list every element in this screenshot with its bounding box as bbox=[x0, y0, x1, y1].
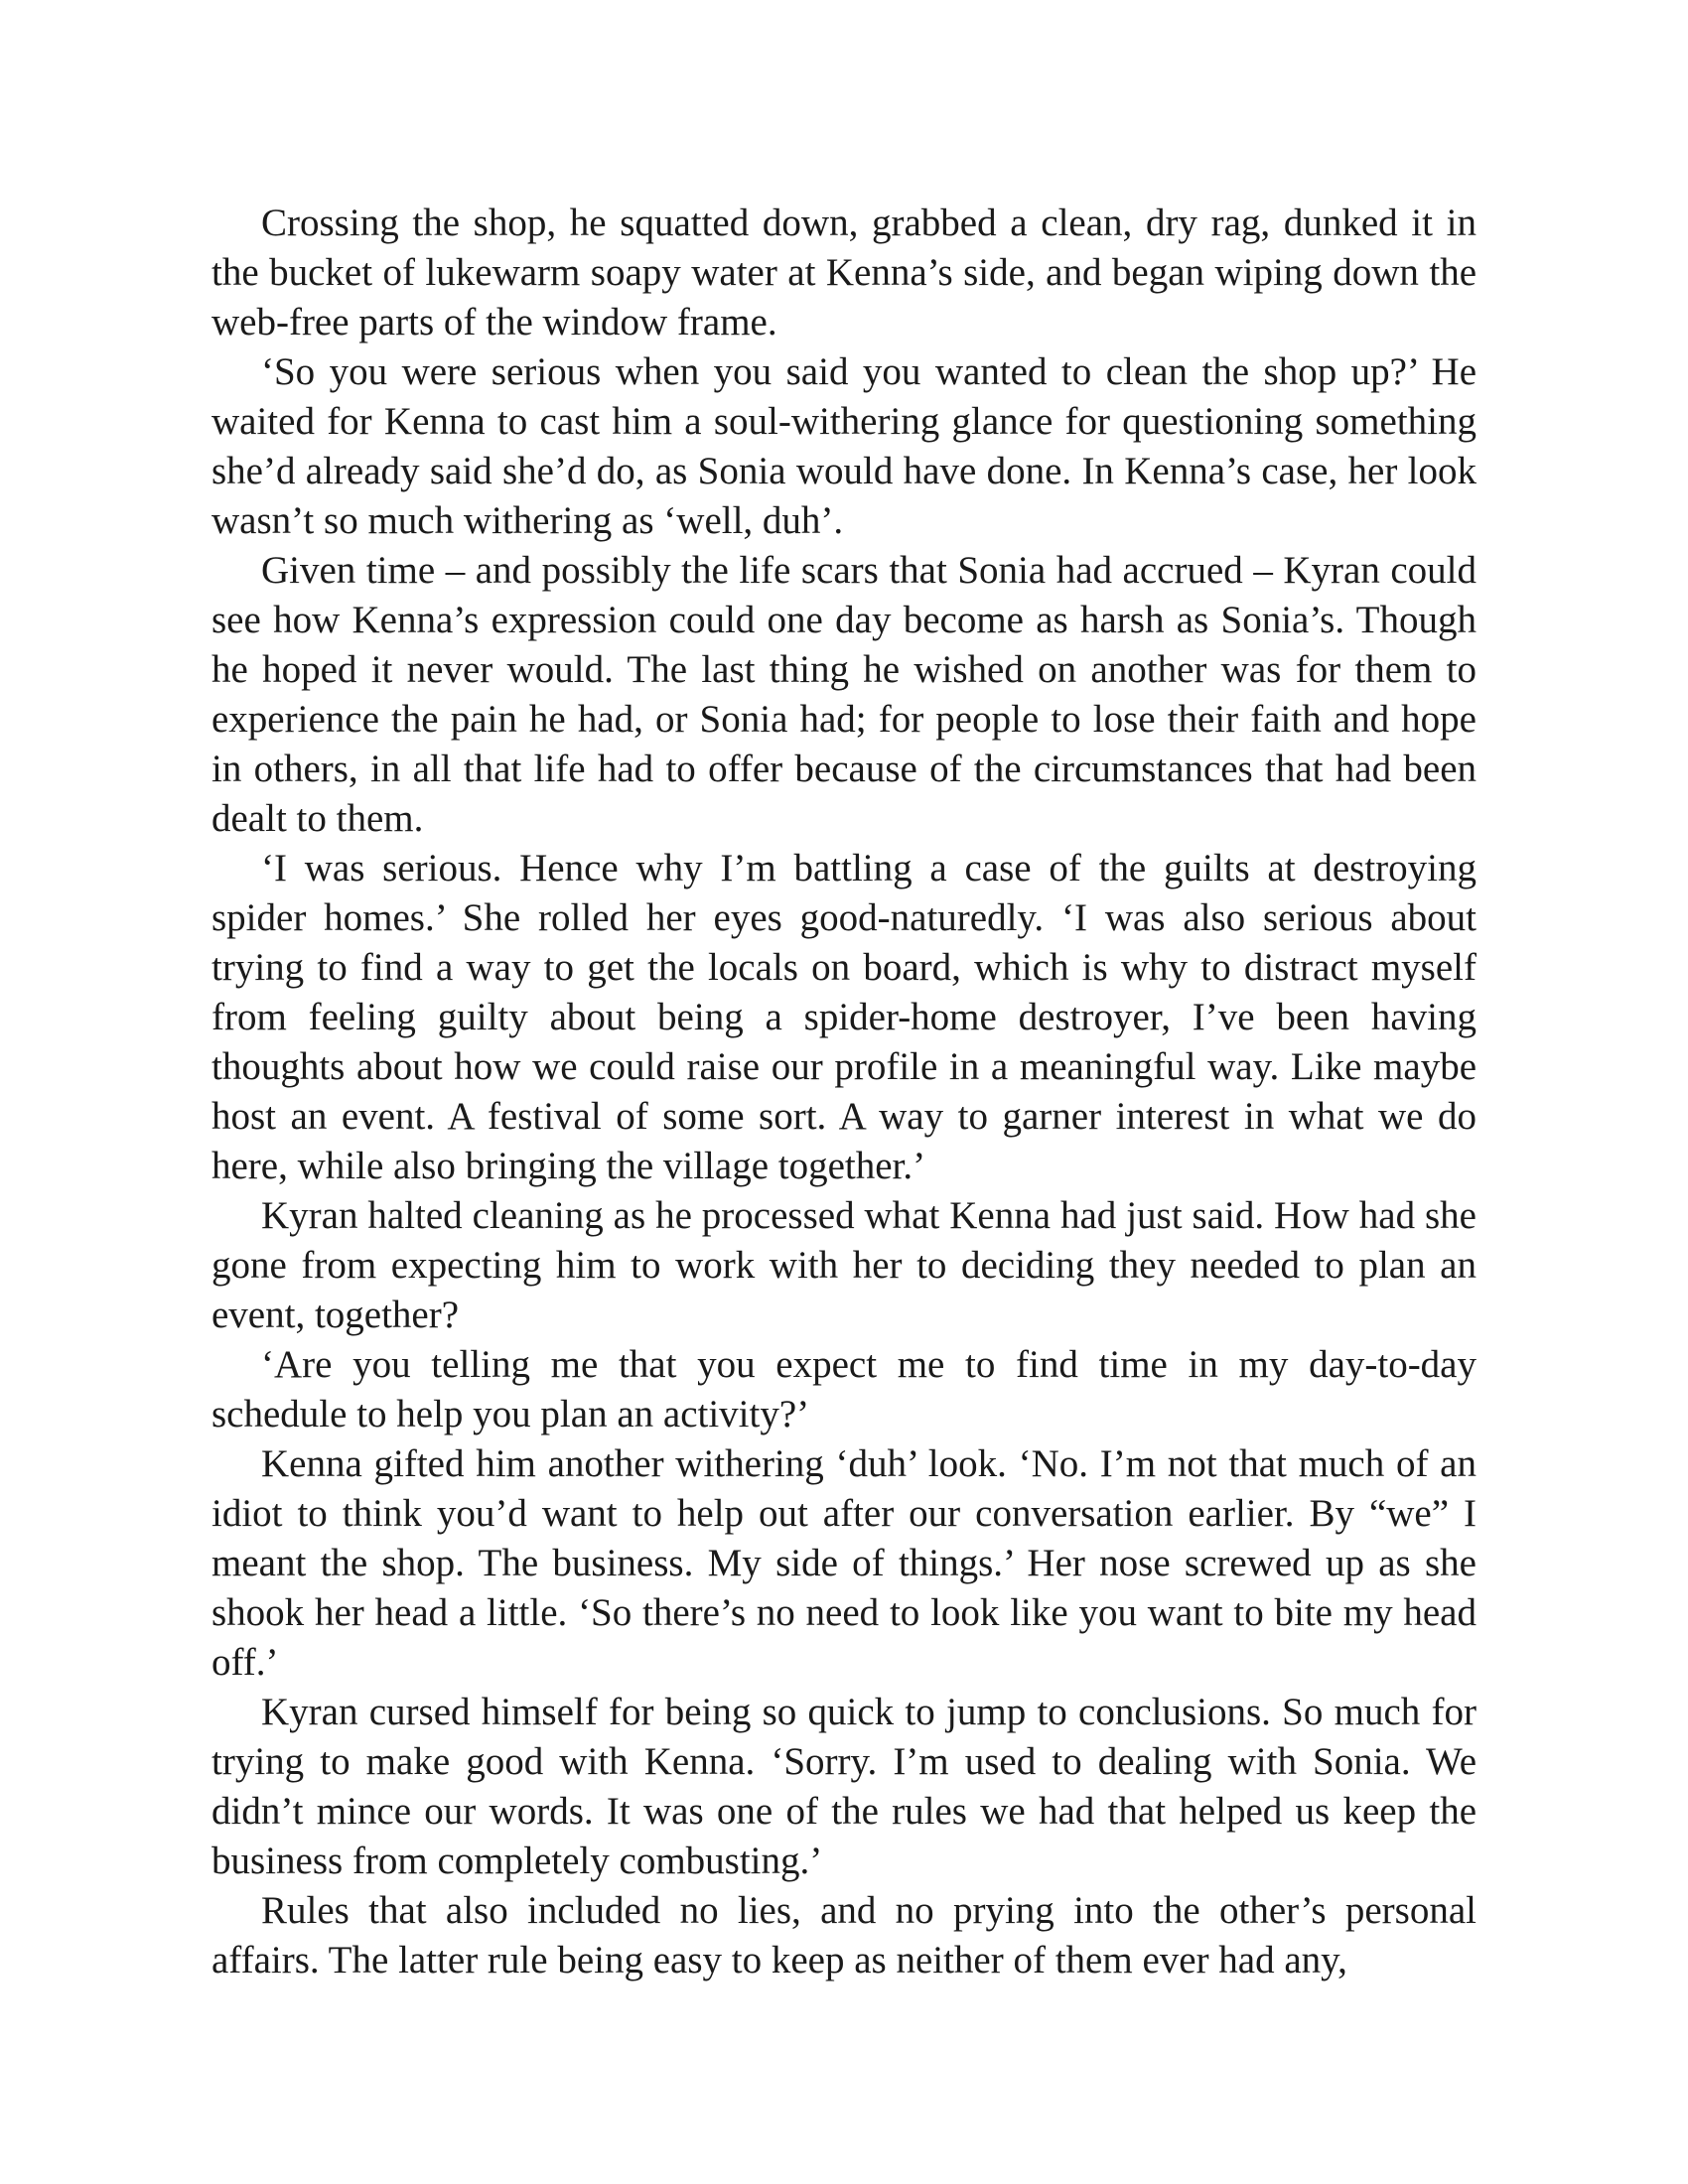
paragraph-4: ‘I was serious. Hence why I’m battling a case of the guilts at destroying spider homes.’ She rolled her eyes good-naturedly. ‘I was also serious about trying to find a way to get the locals on board, which is why to distract myself from feeling guilty about being a spider-home destroyer, I’ve been having thoughts about how we could raise our profile in a meaningful way. Like maybe host an event. A festival of some sort. A way to garner interest in what we do here, while also bringing the village together.’ bbox=[211, 847, 1477, 1187]
paragraph-9: Rules that also included no lies, and no prying into the other’s personal affairs. The latter rule being easy to keep as neither of them ever had any, bbox=[211, 1889, 1477, 1981]
paragraph-1: Crossing the shop, he squatted down, grabbed a clean, dry rag, dunked it in the bucket of lukewarm soapy water at Kenna’s side, and began wiping down the web-free parts of the window frame. bbox=[211, 202, 1477, 343]
paragraph-5: Kyran halted cleaning as he processed what Kenna had just said. How had she gone from expecting him to work with her to deciding they needed to plan an event, together? bbox=[211, 1194, 1477, 1336]
paragraph-8: Kyran cursed himself for being so quick to jump to conclusions. So much for trying to make good with Kenna. ‘Sorry. I’m used to dealing with Sonia. We didn’t mince our words. It was one of the rules we had that helped us keep the business from completely combusting.’ bbox=[211, 1691, 1477, 1882]
paragraph-7: Kenna gifted him another withering ‘duh’ look. ‘No. I’m not that much of an idiot to think you’d want to help out after our conversation earlier. By “we” I meant the shop. The business. My side of things.’ Her nose screwed up as she shook her head a little. ‘So there’s no need to look like you want to bite my head off.’ bbox=[211, 1442, 1477, 1684]
paragraph-6: ‘Are you telling me that you expect me to find time in my day-to-day schedule to help you plan an activity?’ bbox=[211, 1343, 1477, 1435]
paragraph-2: ‘So you were serious when you said you wanted to clean the shop up?’ He waited for Kenna to cast him a soul-withering glance for questioning something she’d already said she’d do, as Sonia would have done. In Kenna’s case, her look wasn’t so much withering as ‘well, duh’. bbox=[211, 350, 1477, 542]
paragraph-3: Given time – and possibly the life scars that Sonia had accrued – Kyran could see how Kenna’s expression could one day become as harsh as Sonia’s. Though he hoped it never would. The last thing he wished on another was for them to experience the pain he had, or Sonia had; for people to lose their faith and hope in others, in all that life had to offer because of the circumstances that had been dealt to them. bbox=[211, 549, 1477, 840]
book-page bbox=[211, 199, 1477, 1985]
